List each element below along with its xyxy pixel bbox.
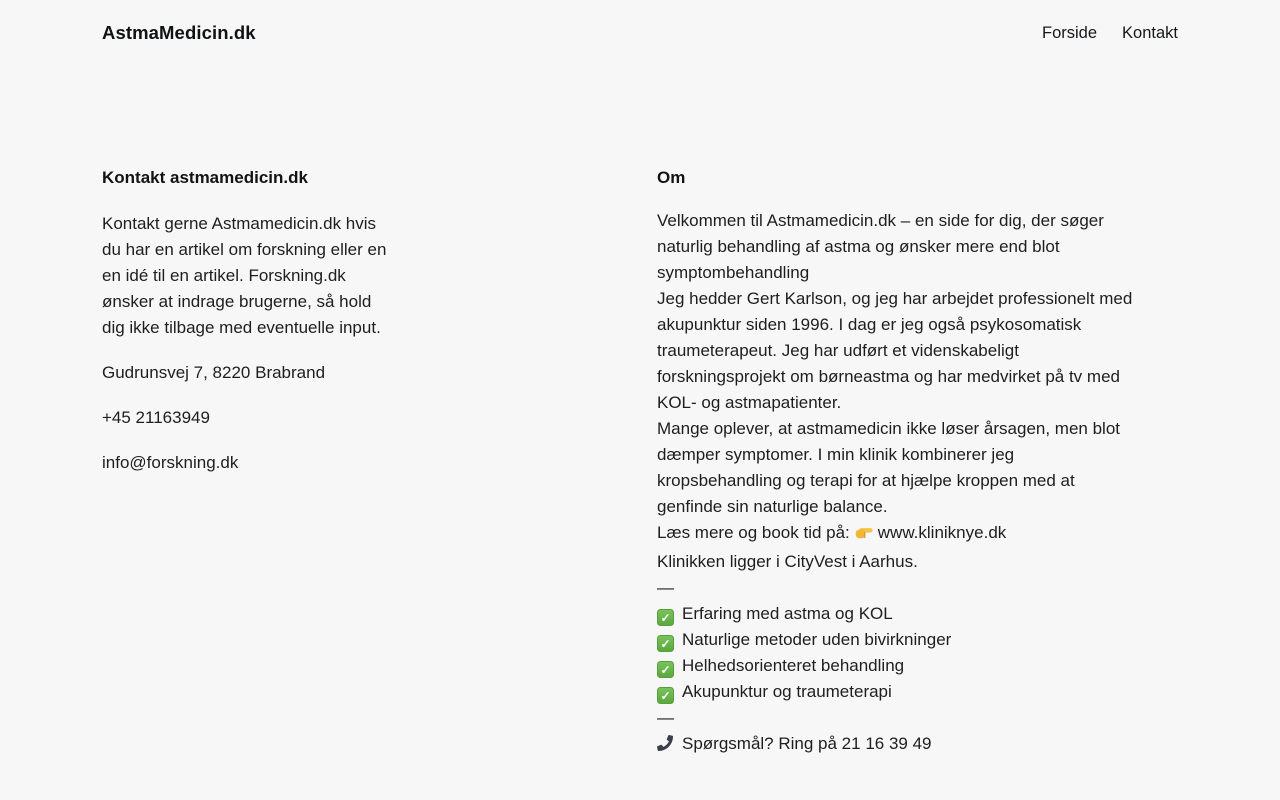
booking-line: [657, 520, 1178, 549]
about-line: forskningsprojekt om børneastma og har medvirket på tv med: [657, 367, 1120, 386]
contact-intro-line: en idé til en artikel. Forskning.dk: [102, 266, 346, 285]
check-icon: [657, 687, 674, 704]
contact-section: [102, 165, 414, 759]
contact-address: Gudrunsvej 7, 8220 Brabrand: [102, 363, 326, 382]
check-icon: [657, 661, 674, 678]
contact-email: info@forskning.dk: [102, 453, 239, 472]
about-line: naturlig behandling af astma og ønsker mere end blot: [657, 237, 1060, 256]
site-header: [0, 0, 1280, 44]
clinic-link[interactable]: www.kliniknye.dk: [877, 523, 1007, 542]
contact-intro-line: Kontakt gerne Astmamedicin.dk hvis: [102, 214, 377, 233]
site-logo[interactable]: AstmaMedicin.dk: [102, 22, 256, 43]
about-line: Mange oplever, at astmamedicin ikke løser årsagen, men blot: [657, 419, 1121, 438]
check-icon: [657, 635, 674, 652]
feature-label: Akupunktur og traumeterapi: [682, 682, 892, 701]
about-line: Velkommen til Astmamedicin.dk – en side for dig, der søger: [657, 211, 1104, 230]
about-text: [657, 208, 1178, 759]
contact-heading: Kontakt astmamedicin.dk: [102, 168, 308, 187]
contact-intro-line: ønsker at indrage brugerne, så hold: [102, 292, 372, 311]
about-line: kropsbehandling og terapi for at hjælpe kroppen med at: [657, 471, 1075, 490]
feature-label: Helhedsorienteret behandling: [682, 656, 905, 675]
about-line: genfinde sin naturlige balance.: [657, 497, 888, 516]
contact-intro-line: du har en artikel om forskning eller en: [102, 240, 387, 259]
about-line: traumeterapeut. Jeg har udført et videnskabeligt: [657, 341, 1019, 360]
contact-phone: +45 21163949: [102, 408, 210, 427]
feature-row: [657, 653, 1178, 679]
phone-question-text: Spørgsmål? Ring på 21 16 39 49: [682, 734, 932, 753]
check-icon: [657, 609, 674, 626]
feature-label: Naturlige metoder uden bivirkninger: [682, 630, 952, 649]
divider-dash: —: [657, 578, 674, 597]
contact-intro-line: dig ikke tilbage med eventuelle input.: [102, 318, 381, 337]
divider-dash: —: [657, 708, 674, 727]
about-heading: Om: [657, 168, 686, 187]
phone-question-line: [657, 731, 1178, 759]
booking-prefix: Læs mere og book tid på:: [657, 523, 850, 542]
feature-row: [657, 627, 1178, 653]
contact-intro: [102, 211, 414, 341]
about-line: symptombehandling: [657, 263, 810, 282]
main-content: [0, 165, 1280, 759]
feature-row: [657, 601, 1178, 627]
nav-item-forside[interactable]: Forside: [1042, 23, 1098, 42]
about-line: dæmper symptomer. I min klinik kombinerer jeg: [657, 445, 1015, 464]
about-line: Jeg hedder Gert Karlson, og jeg har arbejdet professionelt med: [657, 289, 1133, 308]
about-line: akupunktur siden 1996. I dag er jeg også psykosomatisk: [657, 315, 1082, 334]
location-line: Klinikken ligger i CityVest i Aarhus.: [657, 552, 918, 571]
feature-row: [657, 679, 1178, 705]
feature-label: Erfaring med astma og KOL: [682, 604, 893, 623]
about-section: [657, 165, 1178, 759]
about-line: KOL- og astmapatienter.: [657, 393, 842, 412]
pointing-hand-icon: [854, 522, 873, 549]
main-nav: [1042, 24, 1178, 43]
nav-item-kontakt[interactable]: Kontakt: [1122, 23, 1178, 42]
phone-icon: [657, 733, 673, 759]
